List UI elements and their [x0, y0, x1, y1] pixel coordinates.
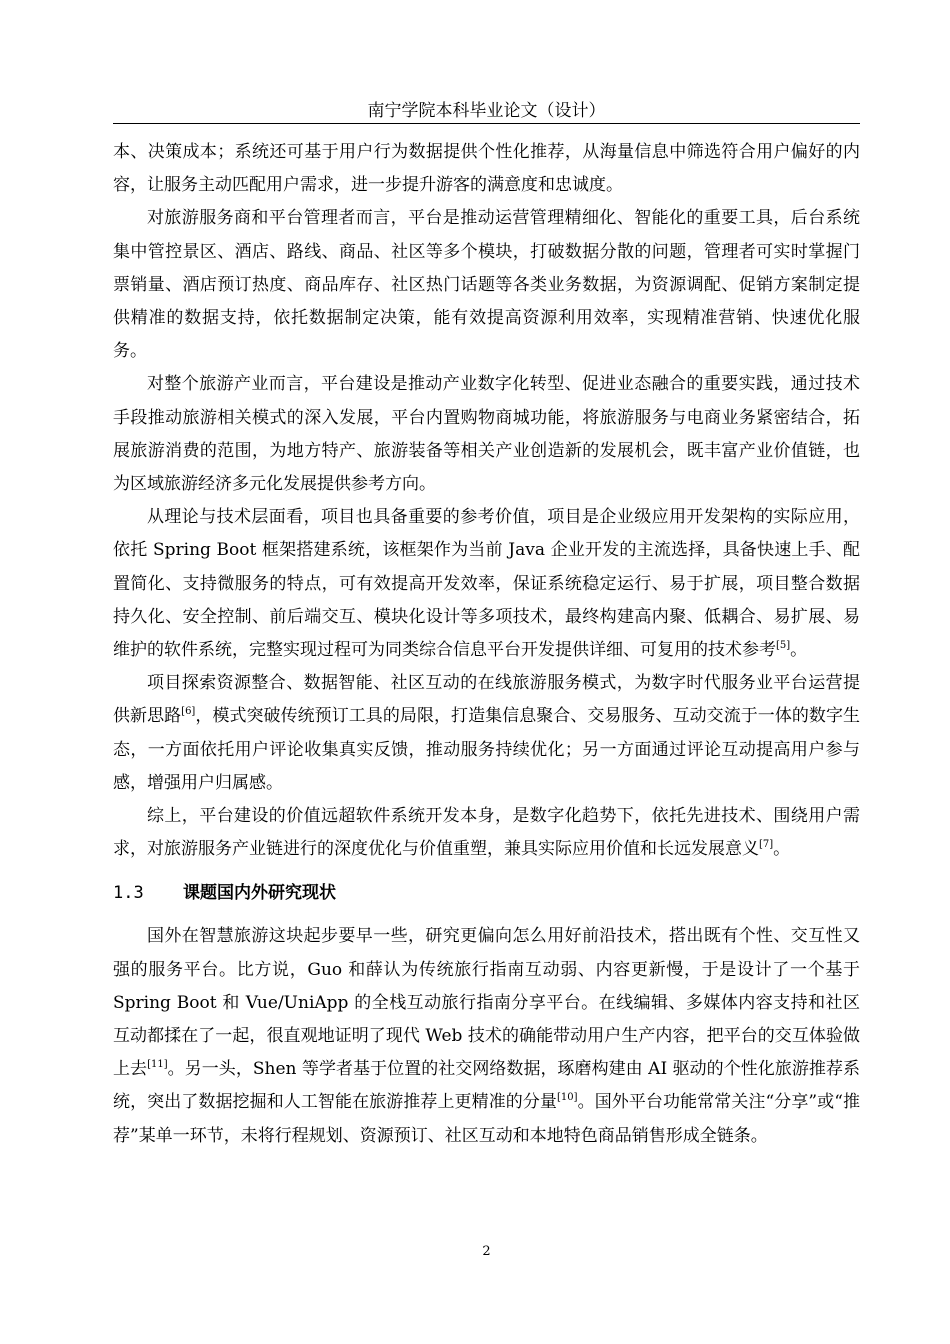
- paragraph-5-tail: ，模式突破传统预订工具的局限，打造集信息聚合、交易服务、互动交流于一体的数字生态，一方面依托用户评论收集真实反馈，推动服务持续优化；另一方面通过评论互动提高用户参与感，增强用户归属感。: [113, 706, 861, 793]
- paragraph-4: [113, 501, 860, 667]
- paragraph-3-text: 对整个旅游产业而言，平台建设是推动产业数字化转型、促进业态融合的重要实践，通过技术手段推动旅游相关模式的深入发展，平台内置购物商城功能，将旅游服务与电商业务紧密结合，拓展旅游消费的范围，为地方特产、旅游装备等相关产业创造新的发展机会，既丰富产业价值链，也为区域旅游经济多元化发展提供参考方向。: [113, 374, 860, 495]
- paragraph-6: [113, 800, 860, 866]
- citation-5: [5]: [776, 640, 791, 652]
- citation-11: [11]: [147, 1059, 168, 1071]
- citation-6: [6]: [181, 706, 196, 718]
- body-content: [113, 136, 860, 1153]
- header-rule: [113, 123, 860, 124]
- section-title: 课题国内外研究现状: [183, 883, 336, 904]
- paragraph-4-tail: 。: [790, 640, 808, 661]
- citation-7: [7]: [759, 839, 774, 851]
- paragraph-2-text: 对旅游服务商和平台管理者而言，平台是推动运营管理精细化、智能化的重要工具，后台系统集中管控景区、酒店、路线、商品、社区等多个模块，打破数据分散的问题，管理者可实时掌握门票销量、酒店预订热度、商品库存、社区热门话题等各类业务数据，为资源调配、促销方案制定提供精准的数据支持，依托数据制定决策，能有效提高资源利用效率，实现精准营销、快速优化服务。: [113, 208, 860, 362]
- section-paragraph-part2: 。另一头，Shen 等学者基于位置的社交网络数据，琢磨构建由 AI 驱动的个性化旅游推荐系统，突出了数据挖掘和人工智能在旅游推荐上更精准的分量: [113, 1059, 861, 1113]
- paragraph-6-text: 综上，平台建设的价值远超软件系统开发本身，是数字化趋势下，依托先进技术、围绕用户需求，对旅游服务产业链进行的深度优化与价值重塑，兼具实际应用价值和长远发展意义: [113, 806, 860, 860]
- section-paragraph-part1: 国外在智慧旅游这块起步要早一些，研究更偏向怎么用好前沿技术，搭出既有个性、交互性又强的服务平台。比方说，Guo 和薛认为传统旅行指南互动弱、内容更新慢，于是设计了一个基于 Spring Boot 和 Vue/UniApp 的全栈互动旅行指南分享平台。在线编辑、多媒体内容支持和社区互动都揉在了一起，很直观地证明了现代 Web 技术的确能带动用户生产内容，把平台的交互体验做上去: [113, 926, 860, 1080]
- paragraph-2: [113, 202, 860, 368]
- section-number: 1.3: [113, 883, 144, 904]
- section-heading: [113, 880, 860, 906]
- paragraph-1: [113, 136, 860, 202]
- paragraph-4-text: 从理论与技术层面看，项目也具备重要的参考价值，项目是企业级应用开发架构的实际应用，依托 Spring Boot 框架搭建系统，该框架作为当前 Java 企业开发的主流选择，具备快速上手、配置简化、支持微服务的特点，可有效提高开发效率，保证系统稳定运行、易于扩展，项目整合数据持久化、安全控制、前后端交互、模块化设计等多项技术，最终构建高内聚、低耦合、易扩展、易维护的软件系统，完整实现过程可为同类综合信息平台开发提供详细、可复用的技术参考: [113, 507, 860, 661]
- paragraph-5-text: 项目探索资源整合、数据智能、社区互动的在线旅游服务模式，为数字时代服务业平台运营提供新思路: [113, 673, 860, 727]
- page-header-title: 南宁学院本科毕业论文（设计）: [367, 101, 606, 121]
- section-paragraph: [113, 920, 860, 1152]
- paragraph-3: [113, 368, 860, 501]
- paragraph-1-text: 本、决策成本；系统还可基于用户行为数据提供个性化推荐，从海量信息中筛选符合用户偏好的内容，让服务主动匹配用户需求，进一步提升游客的满意度和忠诚度。: [113, 142, 860, 196]
- paragraph-6-tail: 。: [773, 839, 791, 860]
- citation-10: [10]: [557, 1092, 578, 1104]
- section-paragraph-part3: 。国外平台功能常常关注“分享”或“推荐”某单一环节，未将行程规划、资源预订、社区互动和本地特色商品销售形成全链条。: [113, 1092, 861, 1146]
- paragraph-5: [113, 667, 860, 800]
- page-number: 2: [482, 1244, 491, 1259]
